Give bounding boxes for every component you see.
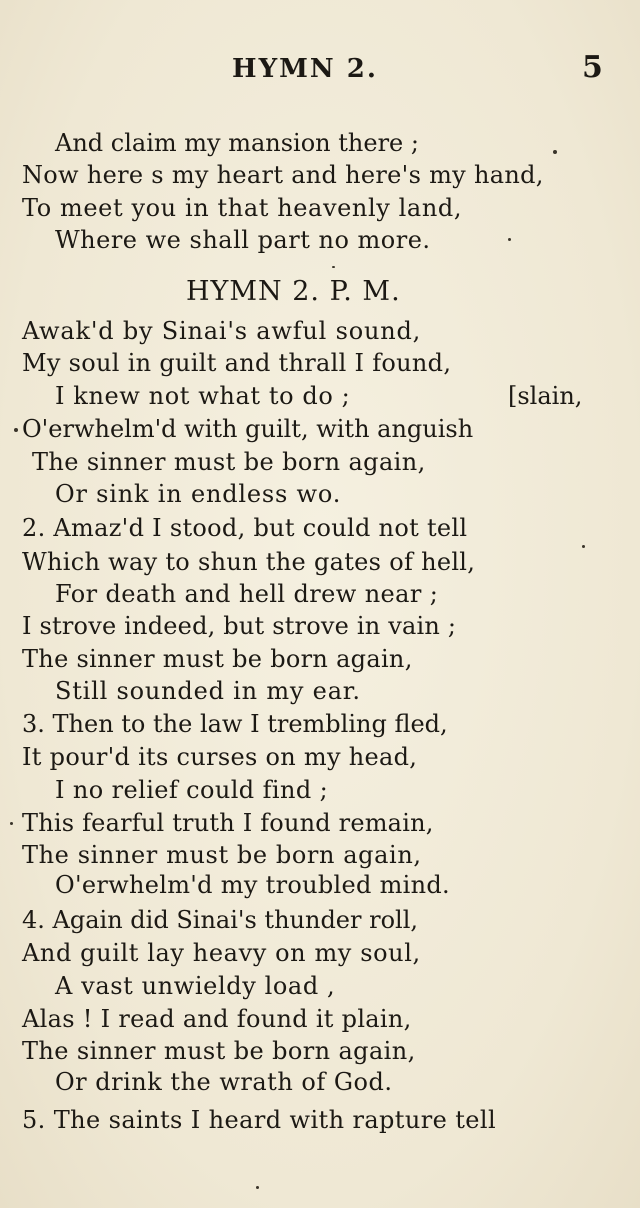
text-line: The sinner must be born again, [22, 841, 422, 869]
text-line: Still sounded in my ear. [55, 677, 361, 705]
hymn-heading: HYMN 2. P. M. [186, 276, 401, 307]
text-line: Awak'd by Sinai's awful sound, [22, 317, 422, 345]
text-line: Or drink the wrath of God. [55, 1068, 393, 1096]
text-line: And claim my mansion there ; [55, 129, 419, 157]
paper-speck [256, 1186, 259, 1189]
text-line: My soul in guilt and thrall I found, [22, 349, 452, 377]
paper-speck [10, 822, 13, 825]
text-line: To meet you in that heavenly land, [22, 194, 463, 222]
text-line: 3. Then to the law I trembling fled, [22, 710, 448, 738]
running-title: HYMN 2. [232, 54, 378, 84]
paper-speck [14, 428, 18, 432]
text-line: And guilt lay heavy on my soul, [22, 939, 421, 967]
text-line: The sinner must be born again, [22, 1037, 416, 1065]
text-line: 2. Amaz'd I stood, but could not tell [22, 514, 468, 542]
text-line: O'erwhelm'd with guilt, with anguish [22, 415, 474, 443]
text-line: A vast unwieldy load , [55, 972, 336, 1000]
text-line: Or sink in endless wo. [55, 480, 342, 508]
text-line: This fearful truth I found remain, [22, 809, 434, 837]
paper-speck [332, 266, 335, 268]
text-line: I no relief could find ; [55, 776, 329, 804]
text-line: The sinner must be born again, [22, 645, 413, 673]
page-number: 5 [582, 50, 603, 85]
text-line: Where we shall part no more. [55, 226, 431, 254]
text-line: Alas ! I read and found it plain, [22, 1005, 412, 1033]
text-line: I knew not what to do ; [55, 382, 351, 410]
text-line: The sinner must be born again, [32, 448, 426, 476]
text-line: 5. The saints I heard with rapture tell [22, 1106, 497, 1134]
text-line: Now here s my heart and here's my hand, [22, 161, 544, 189]
text-line: 4. Again did Sinai's thunder roll, [22, 906, 419, 934]
paper-speck [553, 150, 557, 154]
text-line: [slain, [508, 382, 583, 410]
text-line: O'erwhelm'd my troubled mind. [55, 871, 450, 899]
running-head [0, 50, 640, 90]
text-line: For death and hell drew near ; [55, 580, 439, 608]
paper-speck [582, 545, 585, 548]
text-line: It pour'd its curses on my head, [22, 743, 418, 771]
text-line: I strove indeed, but strove in vain ; [22, 612, 457, 640]
text-line: Which way to shun the gates of hell, [22, 548, 476, 576]
paper-speck [508, 238, 511, 241]
